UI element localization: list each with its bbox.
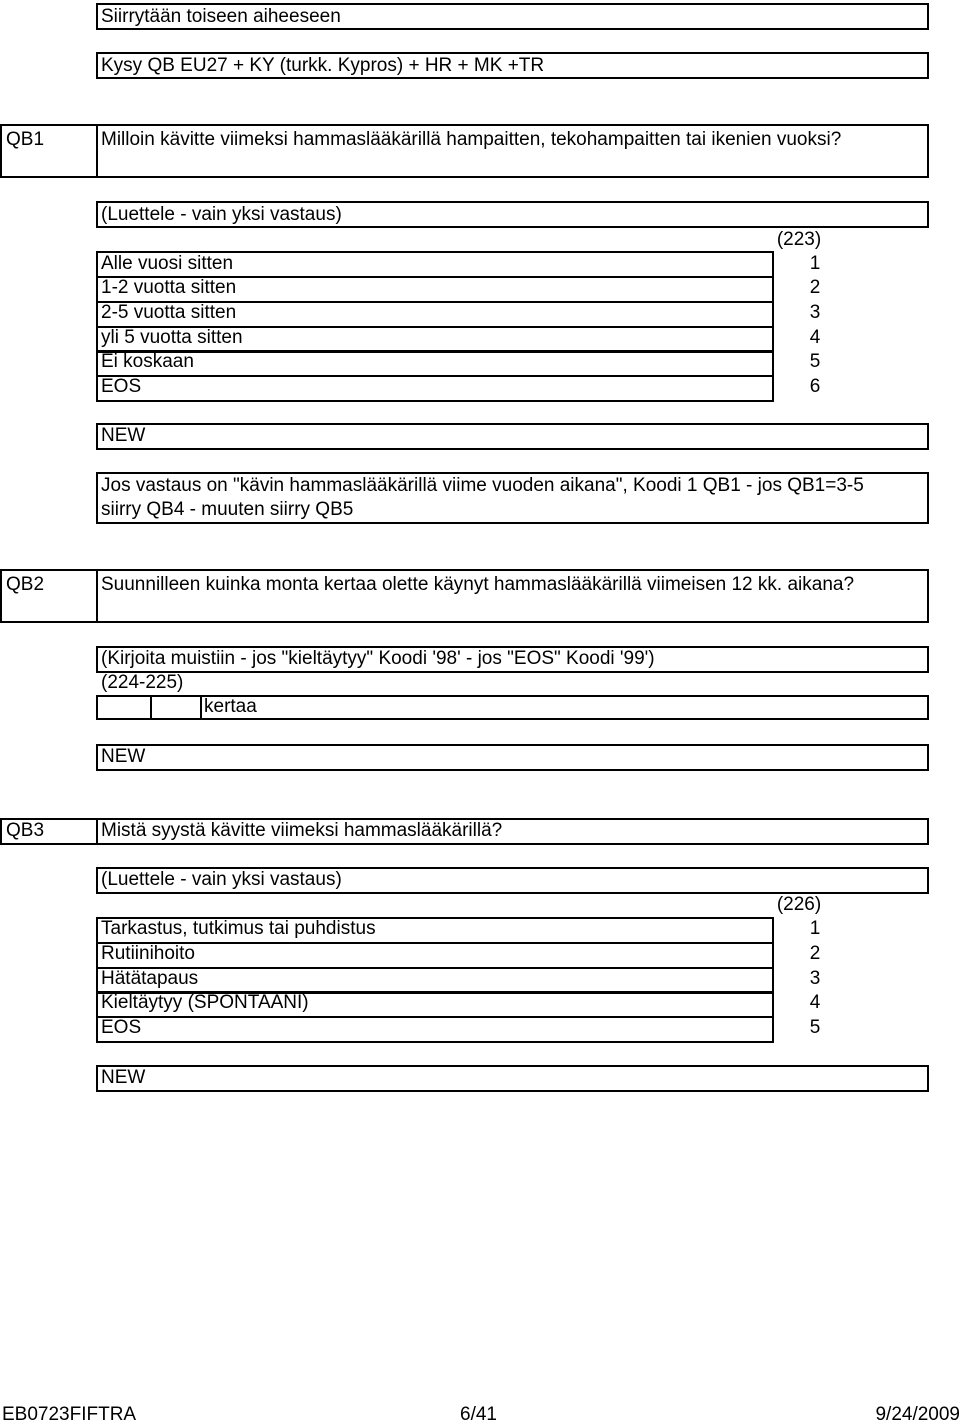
qb1-new-label: NEW [101,425,146,446]
qb2-unit-label: kertaa [204,696,257,717]
qb1-option-label-1: Alle vuosi sitten [101,253,234,274]
qb1-option-label-6: EOS [101,376,142,397]
qb1-option-label-5: Ei koskaan [101,351,194,372]
qb1-option-box-6 [96,375,774,402]
qb1-option-code-5: 5 [809,351,821,372]
qb3-option-label-4: Kieltäytyy (SPONTAANI) [101,992,309,1013]
qb2-unit-box [200,695,929,720]
qb3-option-code-2: 2 [809,943,821,964]
qb3-option-label-5: EOS [101,1017,142,1038]
qb1-option-code-6: 6 [809,376,821,397]
qb2-answer-digit-2[interactable] [150,695,202,720]
qb1-id: QB1 [6,129,45,150]
qb1-routing-line-2: siirry QB4 - muuten siirry QB5 [101,499,354,520]
qb2-new-box [96,744,929,771]
qb3-new-label: NEW [101,1067,146,1088]
qb1-column-code: (223) [776,229,822,250]
qb2-new-label: NEW [101,746,146,767]
qb2-answer-digit-1[interactable] [96,695,152,720]
ask-countries-text: Kysy QB EU27 + KY (turkk. Kypros) + HR + MK +TR [101,55,545,76]
qb2-column-code: (224-225) [101,672,184,693]
qb1-option-label-2: 1-2 vuotta sitten [101,277,237,298]
footer-date: 9/24/2009 [875,1404,960,1425]
qb1-question: Milloin kävitte viimeksi hammaslääkärillä hampaitten, tekohampaitten tai ikenien vuoksi? [101,129,842,150]
qb1-option-code-3: 3 [809,302,821,323]
qb1-option-code-1: 1 [809,253,821,274]
footer-doc-id: EB0723FIFTRA [2,1404,137,1425]
qb1-instruction: (Luettele - vain yksi vastaus) [101,204,342,225]
qb3-option-label-2: Rutiinihoito [101,943,195,964]
qb3-option-box-2 [96,942,774,969]
qb2-id: QB2 [6,574,45,595]
qb2-question: Suunnilleen kuinka monta kertaa olette käynyt hammaslääkärillä viimeisen 12 kk. aikana? [101,574,855,595]
qb1-option-box-5 [96,350,774,377]
qb3-option-code-1: 1 [809,918,821,939]
qb3-option-code-4: 4 [809,992,821,1013]
qb3-instruction: (Luettele - vain yksi vastaus) [101,869,342,890]
qb3-option-label-3: Hätätapaus [101,968,199,989]
topic-change-text: Siirrytään toiseen aiheeseen [101,6,341,27]
qb3-question: Mistä syystä kävitte viimeksi hammaslääkärillä? [101,820,503,841]
qb3-option-box-5 [96,1016,774,1043]
qb2-instruction: (Kirjoita muistiin - jos "kieltäytyy" Koodi '98' - jos "EOS" Koodi '99') [101,648,655,669]
footer-page-number: 6/41 [460,1404,497,1425]
qb1-option-label-4: yli 5 vuotta sitten [101,327,243,348]
qb3-id: QB3 [6,820,45,841]
qb3-new-box [96,1065,929,1092]
qb1-routing-line-1: Jos vastaus on "kävin hammaslääkärillä viime vuoden aikana", Koodi 1 QB1 - jos QB1=3-5 [101,475,864,496]
qb3-option-code-3: 3 [809,968,821,989]
qb3-option-label-1: Tarkastus, tutkimus tai puhdistus [101,918,376,939]
qb1-option-label-3: 2-5 vuotta sitten [101,302,237,323]
qb1-option-code-4: 4 [809,327,821,348]
qb3-option-code-5: 5 [809,1017,821,1038]
qb3-column-code: (226) [776,894,822,915]
qb1-new-box [96,423,929,450]
qb1-option-code-2: 2 [809,277,821,298]
